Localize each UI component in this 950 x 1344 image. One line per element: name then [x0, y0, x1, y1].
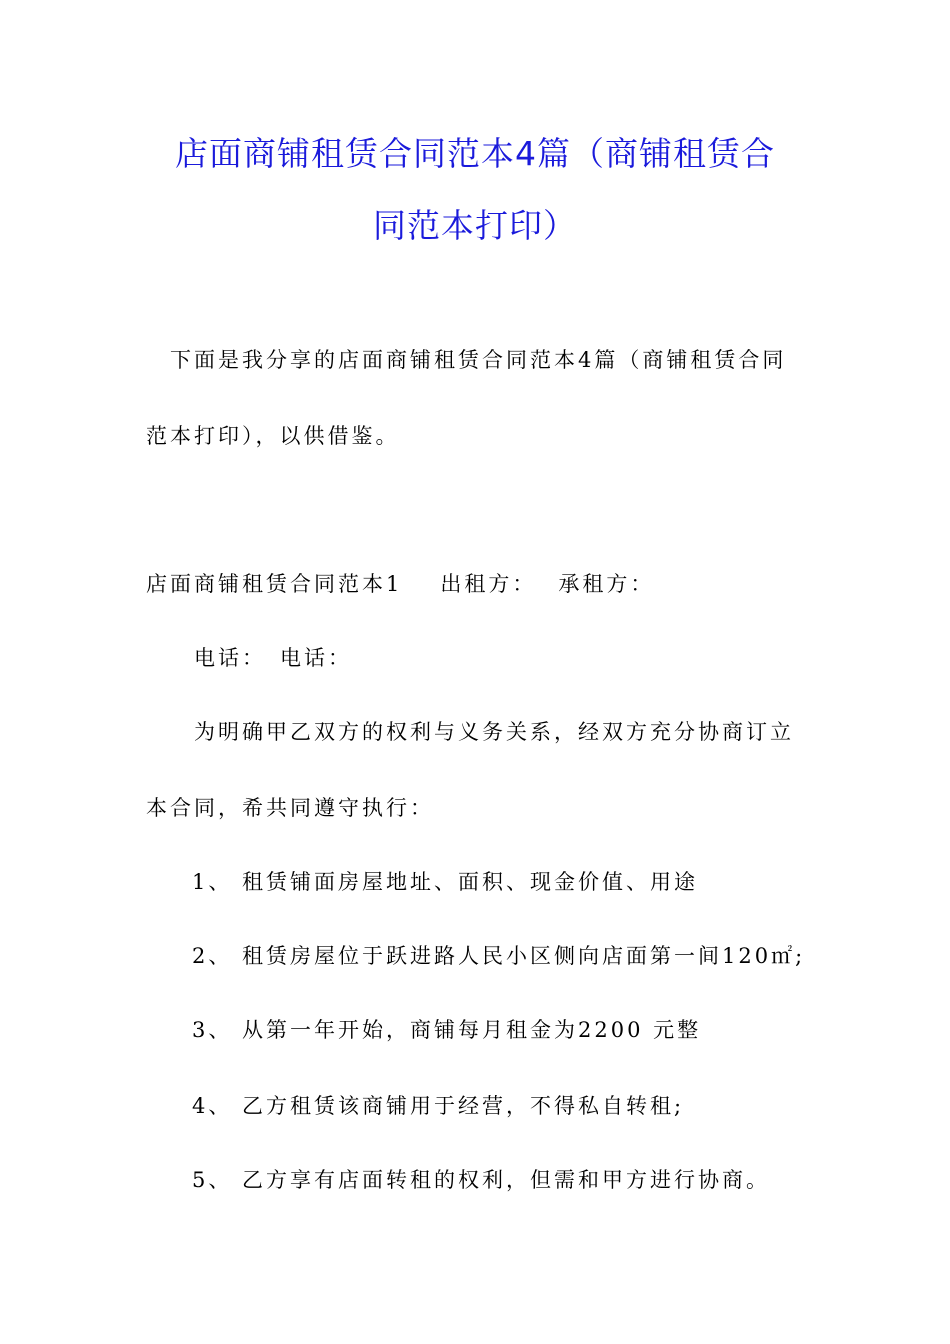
preamble-line-1: 为明确甲乙双方的权利与义务关系，经双方充分协商订立: [194, 720, 794, 744]
lessee-label: 承租方：: [558, 572, 655, 596]
clause-text: 从第一年开始，商铺每月租金为2200 元整: [242, 1018, 702, 1042]
phone-row: [194, 644, 352, 672]
contract-heading: 店面商铺租赁合同范本1: [146, 572, 403, 596]
clause-number: 5、: [192, 1168, 233, 1192]
phone-label-lessee: 电话：: [280, 646, 352, 670]
clause-number: 4、: [192, 1094, 233, 1118]
clause-number: 1、: [192, 870, 233, 894]
clause-text: 乙方租赁该商铺用于经营，不得私自转租;: [242, 1094, 685, 1118]
intro-paragraph-line-2: 范本打印），以供借鉴。: [146, 424, 400, 448]
contract-heading-row: [146, 570, 654, 598]
preamble-line-2: 本合同，希共同遵守执行：: [146, 796, 434, 820]
clause-item: [192, 1016, 701, 1044]
document-title-line-1: 店面商铺租赁合同范本4篇（商铺租赁合: [175, 134, 775, 173]
intro-paragraph-line-1: 下面是我分享的店面商铺租赁合同范本4篇（商铺租赁合同: [170, 348, 787, 372]
clause-item: [192, 1092, 684, 1120]
clause-item: [192, 942, 805, 970]
clause-text: 租赁房屋位于跃进路人民小区侧向店面第一间120㎡;: [242, 944, 806, 968]
phone-label-lessor: 电话：: [194, 646, 266, 670]
lessor-label: 出租方：: [440, 572, 537, 596]
clause-text: 乙方享有店面转租的权利，但需和甲方进行协商。: [242, 1168, 770, 1192]
clause-item: [192, 1166, 770, 1194]
clause-text: 租赁铺面房屋地址、面积、现金价值、用途: [242, 870, 698, 894]
document-title-line-2: 同范本打印）: [373, 206, 577, 245]
clause-item: [192, 868, 698, 896]
clause-number: 3、: [192, 1018, 233, 1042]
clause-number: 2、: [192, 944, 233, 968]
